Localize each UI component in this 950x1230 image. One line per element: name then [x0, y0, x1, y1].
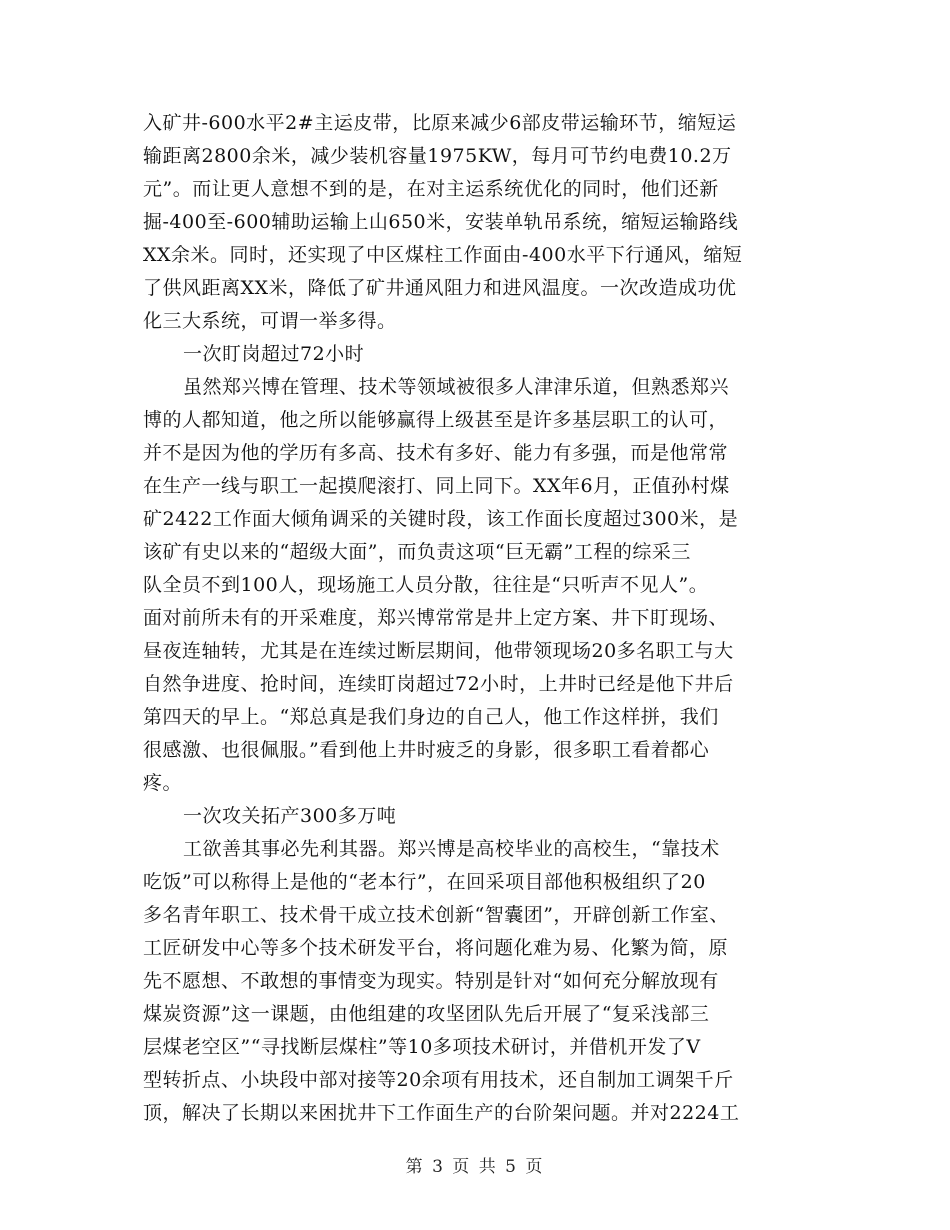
text-line: 一次攻关拓产300多万吨: [183, 805, 397, 827]
text-line: 该矿有史以来的“超级大面”，而负责这项“巨无霸”工程的综采三: [143, 541, 691, 563]
text-line: 型转折点、小块段中部对接等20余项有用技术，还自制加工调架千斤: [143, 1069, 734, 1091]
text-line: 疼。: [143, 772, 183, 794]
text-line: 了供风距离XX米，降低了矿井通风阻力和进风温度。一次改造成功优: [143, 277, 737, 299]
text-line: 队全员不到100人，现场施工人员分散，往往是“只听声不见人”。: [143, 574, 709, 596]
text-line: 博的人都知道，他之所以能够赢得上级甚至是许多基层职工的认可，: [143, 409, 729, 431]
text-line: 工欲善其事必先利其器。郑兴博是高校毕业的高校生，“靠技术: [183, 838, 720, 860]
text-line: 吃饭”可以称得上是他的“老本行”，在回采项目部他积极组织了20: [143, 871, 706, 893]
document-body: [143, 107, 807, 1130]
text-line: 多名青年职工、技术骨干成立技术创新“智囊团”，开辟创新工作室、: [143, 904, 729, 926]
page-footer: 第 3 页 共 5 页: [405, 1157, 545, 1177]
text-line: 面对前所未有的开采难度，郑兴博常常是井上定方案、井下盯现场、: [143, 607, 729, 629]
text-line: 并不是因为他的学历有多高、技术有多好、能力有多强，而是他常常: [143, 442, 729, 464]
text-line: 掘-400至-600辅助运输上山650米，安装单轨吊系统，缩短运输路线: [143, 211, 739, 233]
text-line: 入矿井-600水平2#主运皮带，比原来减少6部皮带运输环节，缩短运: [143, 112, 737, 134]
text-line: 煤炭资源”这一课题，由他组建的攻坚团队先后开展了“复采浅部三: [143, 1003, 710, 1025]
text-line: 矿2422工作面大倾角调采的关键时段，该工作面长度超过300米，是: [143, 508, 739, 530]
text-line: 在生产一线与职工一起摸爬滚打、同上同下。XX年6月，正值孙村煤: [143, 475, 730, 497]
text-line: 顶，解决了长期以来困扰井下工作面生产的台阶架问题。并对2224工: [143, 1102, 740, 1124]
text-line: 第四天的早上。“郑总真是我们身边的自己人，他工作这样拼，我们: [143, 706, 719, 728]
text-line: 虽然郑兴博在管理、技术等领域被很多人津津乐道，但熟悉郑兴: [183, 376, 730, 398]
text-line: 化三大系统，可谓一举多得。: [143, 310, 397, 332]
text-line: 昼夜连轴转，尤其是在连续过断层期间，他带领现场20多名职工与大: [143, 640, 734, 662]
text-line: 工匠研发中心等多个技术研发平台，将问题化难为易、化繁为简，原: [143, 937, 729, 959]
text-line: XX余米。同时，还实现了中区煤柱工作面由-400水平下行通风，缩短: [143, 244, 743, 266]
text-line: 元”。而让更人意想不到的是，在对主运系统优化的同时，他们还新: [143, 178, 719, 200]
text-line: 自然争进度、抢时间，连续盯岗超过72小时，上井时已经是他下井后: [143, 673, 734, 695]
text-line: 很感激、也很佩服。”看到他上井时疲乏的身影，很多职工看着都心: [143, 739, 710, 761]
text-line: 一次盯岗超过72小时: [183, 343, 365, 365]
text-line: 先不愿想、不敢想的事情变为现实。特别是针对“如何充分解放现有: [143, 970, 719, 992]
text-line: 输距离2800余米，减少装机容量1975KW，每月可节约电费10.2万: [143, 145, 732, 167]
text-line: 层煤老空区”“寻找断层煤柱”等10多项技术研讨，并借机开发了V: [143, 1036, 701, 1058]
